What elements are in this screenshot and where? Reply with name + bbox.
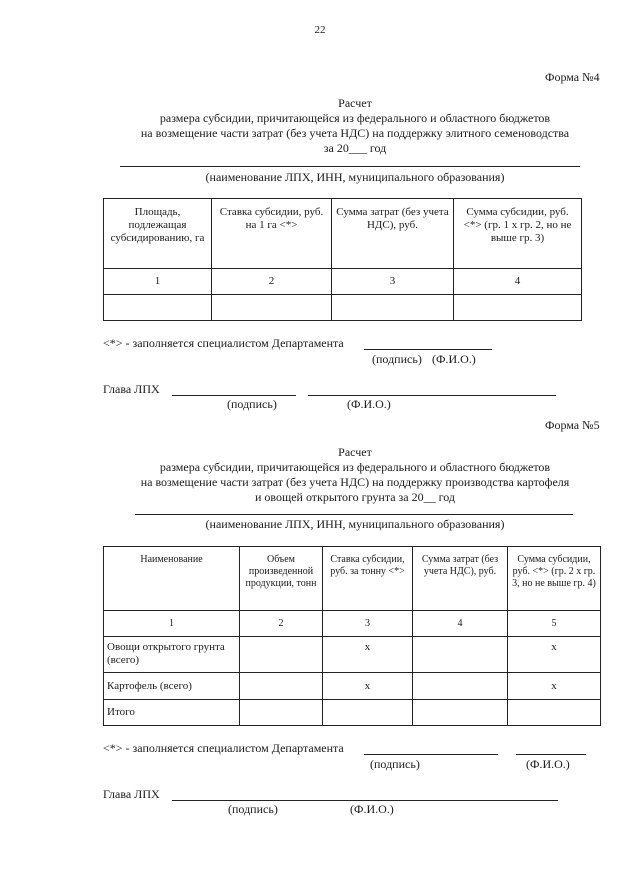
form4-number-row	[104, 269, 582, 295]
form5-cell-subsidy: x	[508, 637, 601, 673]
form5-note: <*> - заполняется специалистом Департамента	[103, 741, 344, 755]
form4-cell-subsidy[interactable]	[454, 295, 582, 321]
form4-head-fio-caption: (Ф.И.О.)	[347, 397, 391, 411]
form5-header-row	[104, 547, 601, 611]
form5-row-name: Картофель (всего)	[104, 673, 240, 700]
form4-head-label: Глава ЛПХ	[103, 382, 160, 396]
form5-note-fio-line	[516, 754, 586, 755]
form5-subtitle-2: на возмещение части затрат (без учета НДС) на поддержку производства картофеля	[140, 475, 570, 489]
form4-col-number: 2	[212, 269, 332, 295]
form5-number-row	[104, 611, 601, 637]
form5-header-rate: Ставка субсидии, руб. за тонну <*>	[323, 547, 413, 611]
form5-subtitle-3: и овощей открытого грунта за 20__ год	[254, 490, 456, 504]
form4-name-line	[120, 166, 580, 167]
form5-head-label: Глава ЛПХ	[103, 787, 160, 801]
form5-cell-volume[interactable]	[240, 700, 323, 726]
form5-cell-costs[interactable]	[413, 673, 508, 700]
form5-header-subsidy: Сумма субсидии, руб. <*> (гр. 2 х гр. 3, но не выше гр. 4)	[508, 547, 601, 611]
form5-cell-volume[interactable]	[240, 673, 323, 700]
form5-col-number: 4	[413, 611, 508, 637]
form4-subtitle-2: на возмещение части затрат (без учета НДС) на поддержку элитного семеноводства	[140, 126, 570, 140]
form4-note-sign-caption: (подпись)	[372, 352, 422, 366]
form5-cell-rate: x	[323, 673, 413, 700]
form5-col-number: 3	[323, 611, 413, 637]
form5-col-number: 5	[508, 611, 601, 637]
form4-data-row	[104, 295, 582, 321]
form5-header-costs: Сумма затрат (без учета НДС), руб.	[413, 547, 508, 611]
form5-cell-subsidy: x	[508, 673, 601, 700]
form4-header-area: Площадь, подлежащая субсидированию, га	[104, 199, 212, 269]
form4-title: Расчет	[338, 96, 372, 110]
form4-note-line	[364, 349, 492, 350]
form4-subtitle-3: за 20___ год	[323, 141, 387, 155]
form5-row-name: Овощи открытого грунта (всего)	[104, 637, 240, 673]
form4-header-subsidy: Сумма субсидии, руб. <*> (гр. 1 х гр. 2, но не выше гр. 3)	[454, 199, 582, 269]
form4-table	[103, 198, 582, 321]
form5-col-number: 1	[104, 611, 240, 637]
form5-head-sign-caption: (подпись)	[228, 802, 278, 816]
form5-note-fio-caption: (Ф.И.О.)	[526, 757, 570, 771]
form5-cell-costs[interactable]	[413, 637, 508, 673]
form5-header-name: Наименование	[104, 547, 240, 611]
form4-header-row	[104, 199, 582, 269]
form4-head-fio-line	[308, 395, 556, 396]
form5-cell-subsidy[interactable]	[508, 700, 601, 726]
form4-cell-area[interactable]	[104, 295, 212, 321]
form4-cell-costs[interactable]	[332, 295, 454, 321]
form5-note-sign-caption: (подпись)	[370, 757, 420, 771]
form5-col-number: 2	[240, 611, 323, 637]
form5-row-total	[104, 700, 601, 726]
form5-head-fio-caption: (Ф.И.О.)	[350, 802, 394, 816]
form4-subtitle-1: размера субсидии, причитающейся из федерального и областного бюджетов	[159, 111, 551, 125]
form4-name-caption: (наименование ЛПХ, ИНН, муниципального образования)	[205, 170, 505, 184]
form4-header-costs: Сумма затрат (без учета НДС), руб.	[332, 199, 454, 269]
form5-subtitle-1: размера субсидии, причитающейся из федерального и областного бюджетов	[159, 460, 551, 474]
form5-header-volume: Объем произведенной продукции, тонн	[240, 547, 323, 611]
form5-cell-volume[interactable]	[240, 637, 323, 673]
form4-col-number: 4	[454, 269, 582, 295]
page-number: 22	[314, 24, 326, 36]
form4-head-sign-caption: (подпись)	[227, 397, 277, 411]
form5-cell-rate: x	[323, 637, 413, 673]
form5-title: Расчет	[338, 445, 372, 459]
form5-label: Форма №5	[545, 418, 600, 432]
form5-table	[103, 546, 601, 726]
form4-label: Форма №4	[545, 70, 600, 84]
form5-head-line	[172, 800, 558, 801]
form5-name-caption: (наименование ЛПХ, ИНН, муниципального образования)	[205, 517, 505, 531]
form4-cell-rate[interactable]	[212, 295, 332, 321]
form5-row-vegetables	[104, 637, 601, 673]
form4-head-sign-line	[172, 395, 296, 396]
form5-name-line	[135, 514, 573, 515]
form5-cell-costs[interactable]	[413, 700, 508, 726]
form5-row-name: Итого	[104, 700, 240, 726]
form5-note-sign-line	[364, 754, 498, 755]
form4-note: <*> - заполняется специалистом Департамента	[103, 336, 344, 350]
form4-note-fio-caption: (Ф.И.О.)	[432, 352, 476, 366]
form4-col-number: 3	[332, 269, 454, 295]
form4-header-rate: Ставка субсидии, руб. на 1 га <*>	[212, 199, 332, 269]
form5-cell-rate[interactable]	[323, 700, 413, 726]
form5-row-potatoes	[104, 673, 601, 700]
form4-col-number: 1	[104, 269, 212, 295]
